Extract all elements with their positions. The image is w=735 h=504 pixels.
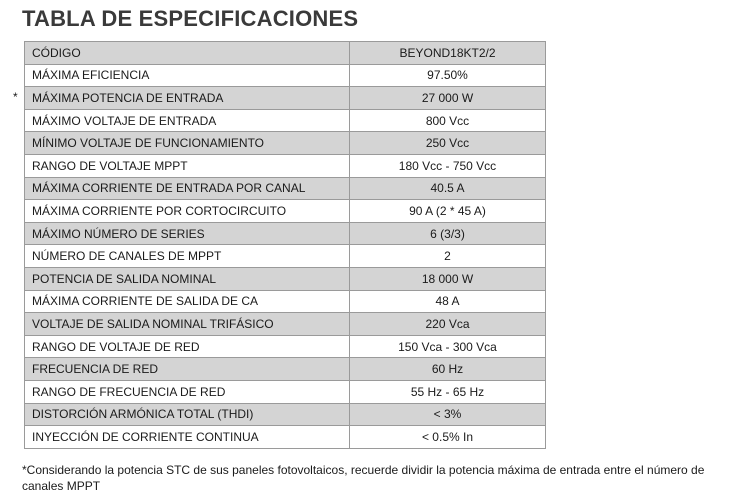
spec-value: 6 (3/3) [350,222,546,245]
footnote: *Considerando la potencia STC de sus paneles fotovoltaicos, recuerde dividir la potencia máxima de entrada entre el número de canales MPPT [22,463,705,493]
spec-label: RANGO DE VOLTAJE MPPT [25,154,350,177]
spec-label: MÁXIMA CORRIENTE DE ENTRADA POR CANAL [25,177,350,200]
table-row [25,109,546,132]
spec-label: MÁXIMO VOLTAJE DE ENTRADA [25,109,350,132]
spec-value: 97.50% [350,64,546,87]
spec-label: INYECCIÓN DE CORRIENTE CONTINUA [25,426,350,449]
spec-label: MÁXIMO NÚMERO DE SERIES [25,222,350,245]
table-row [25,42,546,65]
spec-value: 18 000 W [350,267,546,290]
spec-label: MÁXIMA CORRIENTE POR CORTOCIRCUITO [25,200,350,223]
spec-value: BEYOND18KT2/2 [350,42,546,65]
spec-value: 60 Hz [350,358,546,381]
spec-label: NÚMERO DE CANALES DE MPPT [25,245,350,268]
spec-label: MÁXIMA CORRIENTE DE SALIDA DE CA [25,290,350,313]
table-row [25,132,546,155]
table-row [25,154,546,177]
table-row [25,267,546,290]
table-row [25,64,546,87]
asterisk-marker: * [13,90,18,104]
table-row [25,222,546,245]
page-title: TABLA DE ESPECIFICACIONES [22,6,359,31]
table-row [25,358,546,381]
table-row [25,290,546,313]
spec-label: POTENCIA DE SALIDA NOMINAL [25,267,350,290]
table-row [25,403,546,426]
spec-value: 250 Vcc [350,132,546,155]
spec-value: 150 Vca - 300 Vca [350,335,546,358]
spec-label: RANGO DE FRECUENCIA DE RED [25,380,350,403]
table-row [25,313,546,336]
table-row [25,177,546,200]
spec-label: RANGO DE VOLTAJE DE RED [25,335,350,358]
specifications-table [24,41,546,449]
spec-label: MÁXIMA EFICIENCIA [25,64,350,87]
table-row [25,200,546,223]
spec-value: 90 A (2 * 45 A) [350,200,546,223]
spec-label: CÓDIGO [25,42,350,65]
spec-value: < 3% [350,403,546,426]
spec-value: 40.5 A [350,177,546,200]
table-row [25,426,546,449]
spec-value: 27 000 W [350,87,546,110]
table-row [25,380,546,403]
spec-label: VOLTAJE DE SALIDA NOMINAL TRIFÁSICO [25,313,350,336]
spec-label: MÍNIMO VOLTAJE DE FUNCIONAMIENTO [25,132,350,155]
spec-value: 55 Hz - 65 Hz [350,380,546,403]
spec-label: DISTORCIÓN ARMÓNICA TOTAL (THDI) [25,403,350,426]
spec-value: < 0.5% In [350,426,546,449]
table-row [25,335,546,358]
table-row [25,87,546,110]
table-row [25,245,546,268]
spec-value: 220 Vca [350,313,546,336]
spec-value: 2 [350,245,546,268]
spec-label: FRECUENCIA DE RED [25,358,350,381]
spec-value: 180 Vcc - 750 Vcc [350,154,546,177]
spec-value: 48 A [350,290,546,313]
spec-value: 800 Vcc [350,109,546,132]
spec-label: MÁXIMA POTENCIA DE ENTRADA [25,87,350,110]
